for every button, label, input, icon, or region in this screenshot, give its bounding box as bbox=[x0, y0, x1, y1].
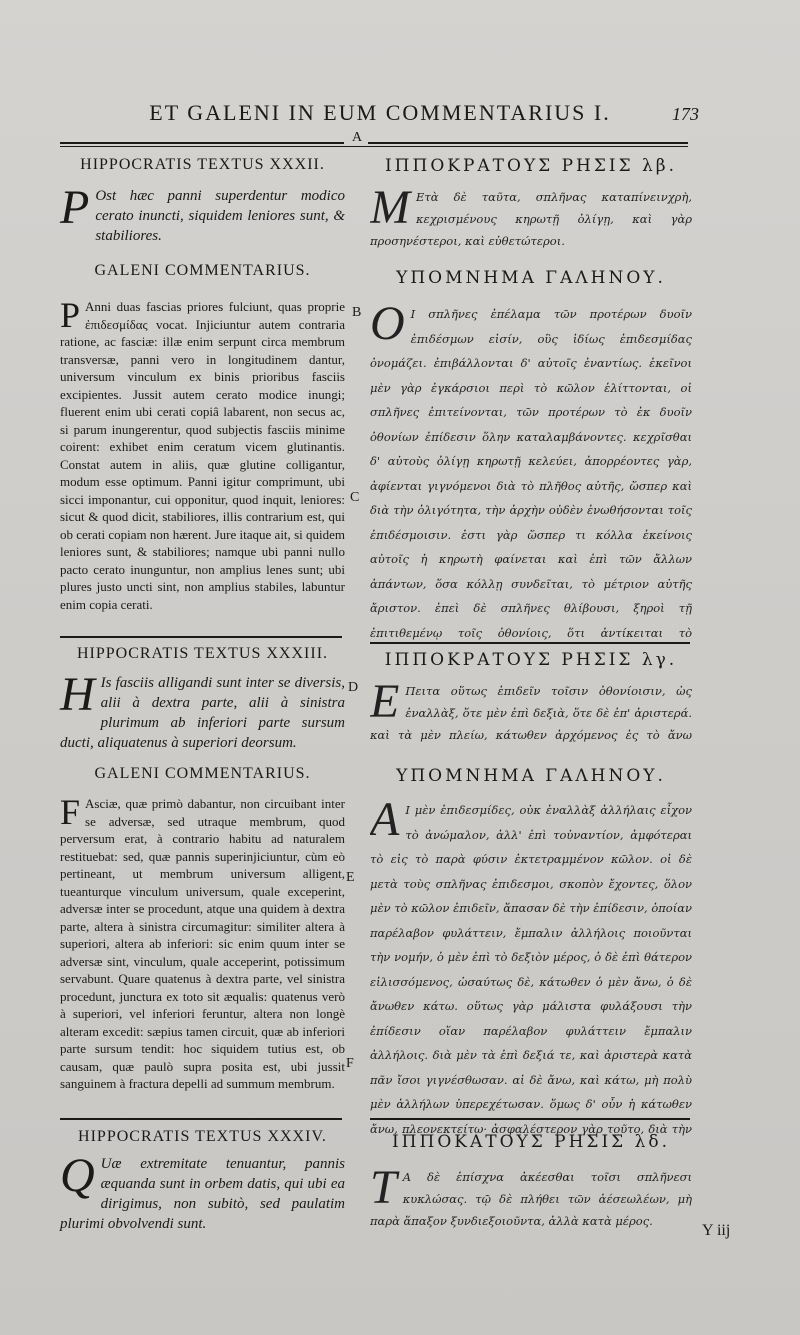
section-rule-left-1 bbox=[60, 636, 342, 638]
right-commentary-1 bbox=[370, 302, 692, 646]
right-lemma-34 bbox=[370, 1166, 692, 1234]
right-lemma-33 bbox=[370, 680, 692, 750]
commentary-text: Ι σπλῆνες ἐπέλαμα τῶν προτέρων δυοῖν ἐπιδέσμων εἰσίν, οὓς ἰδίως ἐπιδεσμίδας ὀνομάζει. ἐπιβάλλονται δ' αὐτοῖς ἐναντίως. ἐκεῖνοι μὲν γὰρ ἐγκάρσιοι περὶ τὸ κῶλον ἑλίττονται, οἱ σπλῆνες ἐπιτείνονται, τῶν προτέρων τὸ ἐκ δυοῖν ὀθονίων ἐπίδεσιν ὅλην καταλαμβάνοντες. κεχρῖσθαι δ' αὐτοὺς ὀλίγῃ κηρωτῇ κελεύει, ἀπορρέοντες γὰρ, ἀφίενται γιγνόμενοι διὰ τὸ πλῆθος αὐτῆς, ὥσπερ καὶ διὰ τὴν ὀλιγότητα, τὴν ἀρχὴν οὐδὲν ἐνωθήσονται τοῖς ἐπιδέσμοισιν. ἐστι γὰρ ὥσπερ τι κόλλα ἐκείνοις αὐτοῖς ἡ κηρωτὴ φαίνεται καὶ ἐπὶ τῶν ἄλλων ἁπάντων, ὅσα κόλλῃ συνδεῖται, τὸ μέτριον αὐτῆς ἄριστον. ἐπεὶ δὲ σπλῆνες θλίβουσι, ξηροὶ τῇ ἐπιτιθεμένῳ τοῖς ὀθονίοις, ὅτι ἀντίκειται τὸ bbox=[370, 307, 692, 640]
lemma-text: Πειτα οὕτως ἐπιδεῖν τοῖσιν ὀθονίοισιν, ὡς ἐναλλὰξ, ὅτε μὲν ἐπὶ δεξιὰ, ὅτε δὲ ἐπ' ἀριστερά. καὶ τὰ μὲν πλείω, κάτωθεν ἀρχόμενος ἐς τὸ ἄνω bbox=[370, 684, 692, 742]
bottom-signature: Y iij bbox=[702, 1222, 731, 1239]
left-lemma-32 bbox=[60, 181, 345, 250]
drop-cap: F bbox=[60, 795, 81, 832]
right-heading-rhesis-32: ΙΠΠΟΚΡΑΤΟΥΣ ΡΗΣΙΣ λβ. bbox=[384, 156, 678, 176]
left-heading-textus-32: HIPPOCRATIS TEXTUS XXXII. bbox=[80, 156, 325, 173]
left-lemma-33 bbox=[60, 668, 345, 755]
left-column bbox=[60, 152, 345, 630]
page-number: 173 bbox=[672, 104, 699, 124]
left-commentary-2 bbox=[60, 795, 345, 1145]
commentary-text: Asciæ, quæ primò dabantur, non circuibant inter se adversæ, sed utraque membrum, quod perversum erat, à contrario habitu ad naturalem restituebat: sed, quæ pannis superinjiciuntur, cùm eò pertineant, ut membrum universum alligent, tueanturque vinculum universum, quale exceperint, adversæ inter se procedunt, atque una quidem à dextra parte, altera à sinistra circumagitur: similiter altera à superiori, altera ab inferiori: sic enim quum inter se adversæ sint, vinculum, quale acceperint, potissimum servabunt. Quare quatenus à dextra parte, vel sinistra procedunt, junctura ex toto sit æqualis: quatenus verò à superiori, vel inferiori feruntur, altera non longè alteram excedit: sæpius tamen circuit, quæ ab inferiori parte sursum tendit: hoc siquidem tutius est, ob causam, quæ paulò supra posita est, ubi jussit sanguinem à fractura depelli ad summum membrum. bbox=[60, 796, 345, 1091]
section-rule-right-1 bbox=[370, 642, 690, 644]
running-title: ET GALENI IN EUM COMMENTARIUS I. bbox=[149, 100, 611, 125]
lemma-text: Ost hæc panni superdentur modico cerato inuncti, siquidem leniores sunt, & stabiliores. bbox=[95, 188, 345, 244]
right-column-lower bbox=[370, 650, 692, 1140]
left-lemma-34 bbox=[60, 1149, 345, 1234]
right-lemma-32 bbox=[370, 186, 692, 254]
margin-letter-e: E bbox=[346, 870, 355, 885]
lemma-text: Α δὲ ἐπίσχνα ἀκέεσθαι τοῖσι σπλῆνεσι κυκλώσας. τῷ δὲ πλήθει τῶν ἀέσεωλέων, μὴ παρὰ ἅπαξον ξυνδιεξοιοῦντα, ἀλλὰ κατὰ μέρος. bbox=[370, 1170, 692, 1228]
drop-cap: P bbox=[60, 181, 90, 234]
right-heading-rhesis-33: ΙΠΠΟΚΡΑΤΟΥΣ ΡΗΣΙΣ λγ. bbox=[384, 650, 678, 670]
left-commentary-1 bbox=[60, 298, 345, 630]
right-heading-rhesis-34: ΙΠΠΟΚΑΤΟΥΣ ΡΗΣΙΣ λδ. bbox=[391, 1132, 671, 1152]
right-heading-hypomnema-2: ΥΠΟΜΝΗΜΑ ΓΑΛΗΝΟΥ. bbox=[396, 766, 666, 786]
drop-cap: T bbox=[370, 1166, 397, 1214]
commentary-text: Ι μὲν ἐπιδεσμίδες, οὐκ ἐναλλὰξ ἀλλήλαις εἶχον τὸ ἀνώμαλον, ἀλλ' ἐπὶ τοὐναντίον, ἀμφότεραι τὸ εἰς τὸ παρὰ φύσιν ἐκτετραμμένον κῶλον. οἱ δὲ μετὰ τοὺς σπλῆνας ἐπιδεσμοι, σκοπὸν ἔχοντες, ὅλον μὲν τὸ κῶλον ἐπιδεῖν, ἅπασαν δὲ τὴν ἐπίδεσιν, ὁποίαν παρέλαβον φυλάττειν, ἔμπαλιν ἀλλήλοις ποιοῦνται τὴν νομήν, ὁ μὲν ἐπὶ τὸ δεξιὸν μέρος, ὁ δὲ ἐπὶ θάτερον εἰλισσόμενος, ὡσαύτως δὲ, κάτωθεν ὁ μὲν ἄνω, ὁ δὲ ἄνωθεν κάτω. οὕτως γὰρ μάλιστα φυλάξουσι τὴν ἐπίδεσιν οἵαν παρέλαβον φυλάττειν ἔμπαλιν ἀλλήλοις. διὰ μὲν τὰ ἐπὶ δεξιά τε, καὶ ἀριστερὰ κατὰ πᾶν ἴσοι γιγνέσθωσαν. αἱ δὲ ἄνω, καὶ κάτω, μὴ πολὺ μὲν ἀλλήλων ὑπερεχέτωσαν. ὅμως δ' οὖν ἡ κάτωθεν ἄνω, πλεονεκτείτω· ἀσφαλέστερον γὰρ τοῦτο, διὰ τὴν bbox=[370, 803, 692, 1136]
left-heading-textus-34: HIPPOCRATIS TEXTUS XXXIV. bbox=[78, 1128, 327, 1145]
drop-cap: M bbox=[370, 186, 410, 234]
left-heading-commentarius-2: GALENI COMMENTARIUS. bbox=[94, 765, 311, 782]
drop-cap: H bbox=[60, 668, 95, 721]
drop-cap: Q bbox=[60, 1149, 95, 1202]
commentary-text: Anni duas fascias priores fulciunt, quas proprie ἐπιδεσμίδας vocat. Injiciuntur autem contraria ratione, ac fasciæ: illæ enim serpunt circa membrum transversæ, panni vero in longitudinem dantur, universum vinculum ex binis prioribus fasciis excipientes. Jussit autem cerato modice inungi; fluerent enim ubi cerati copiâ labarent, non secus ac, si parum inungerentur, quod subjectis fasciis minime coirent: exhibet enim ceratum vicem glutinantis. Constat autem in aliis, quæ glutine colligantur, modum esse optimum. Panni igitur comprimunt, ubi sicci imponantur, cui opponitur, quod inquit, leniores: sicut & quod dicit, stabiliores, illis contrarium est, qui ob cerati copiam non hærent. Jure itaque ait, si quidem leniores sunt, & stabiliores; namque ubi panni nullo pacto cerato inunguntur, non amplius lenes sunt; ubi plures justo uncti sint, non amplius stabiles, labuntur enim copia cerati. bbox=[60, 299, 345, 612]
margin-letter-b: B bbox=[352, 305, 362, 320]
top-rule-right bbox=[368, 142, 688, 144]
top-signature: A bbox=[352, 130, 363, 145]
left-heading-commentarius-1: GALENI COMMENTARIUS. bbox=[94, 262, 311, 279]
section-rule-left-2 bbox=[60, 1118, 342, 1120]
section-rule-right-2 bbox=[370, 1118, 690, 1120]
left-heading-textus-33: HIPPOCRATIS TEXTUS XXXIII. bbox=[76, 645, 329, 662]
lemma-text: Is fasciis alligandi sunt inter se diversis, alii à dextra parte, alii à sinistra plurimum ab inferiori parte sursum ducti, aliquatenus à superiori deorsum. bbox=[60, 675, 345, 751]
drop-cap: A bbox=[370, 798, 400, 846]
top-rule-thin bbox=[60, 146, 688, 147]
right-column bbox=[370, 152, 692, 646]
left-column-lower bbox=[60, 645, 345, 1145]
margin-letter-d: D bbox=[348, 680, 359, 695]
margin-letter-f: F bbox=[346, 1056, 354, 1071]
right-column-bottom bbox=[370, 1132, 692, 1234]
top-rule-left bbox=[60, 142, 344, 144]
drop-cap: P bbox=[60, 298, 81, 335]
drop-cap: E bbox=[370, 680, 400, 728]
lemma-text: Ετὰ δὲ ταῦτα, σπλῆνας καταπίνεινχρὴ, κεχρισμένους κηρωτῇ ὀλίγῃ, καὶ γὰρ προσηνέστεροι, καὶ εὐθετώτεροι. bbox=[370, 190, 692, 248]
margin-letter-c: C bbox=[350, 490, 360, 505]
right-heading-hypomnema-1: ΥΠΟΜΝΗΜΑ ΓΑΛΗΝΟΥ. bbox=[396, 268, 666, 288]
drop-cap: O bbox=[370, 302, 405, 350]
lemma-text: Uæ extremitate tenuantur, pannis æquanda sunt in orbem datis, qui ubi ea dirigimus, non subitò, sed paulatim plurimi obvolvendi sunt. bbox=[60, 1156, 345, 1232]
right-commentary-2 bbox=[370, 798, 692, 1140]
left-column-bottom bbox=[60, 1128, 345, 1234]
